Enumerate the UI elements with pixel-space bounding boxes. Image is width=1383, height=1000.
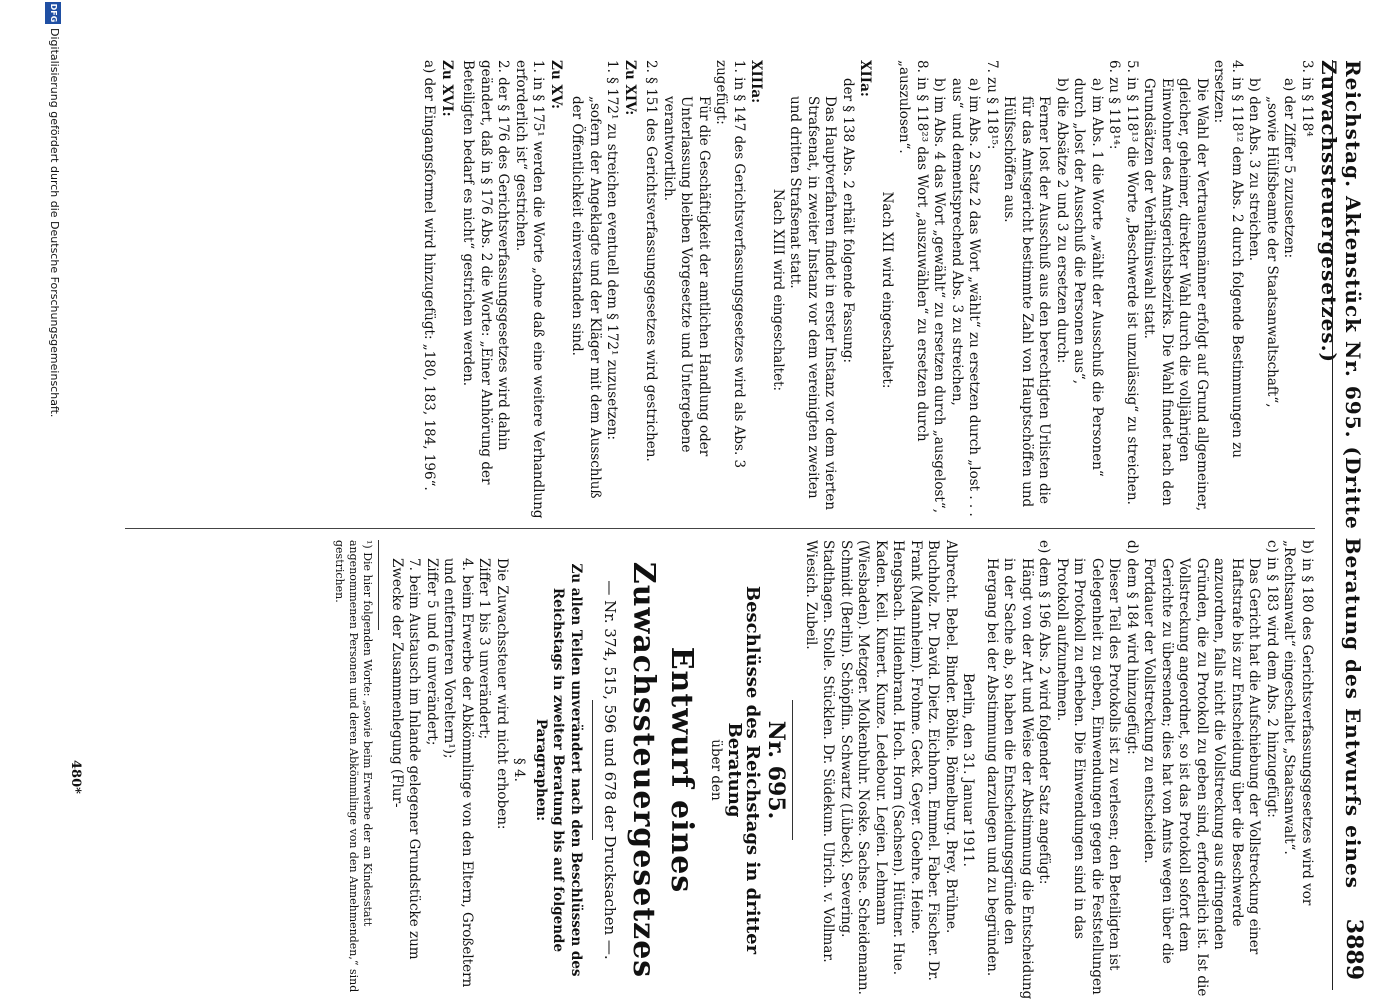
- item: a) im Abs. 1 die Worte „wählt der Ausschuß die Personen“ durch „lost der Ausschuß die Personen aus“,: [1071, 78, 1105, 477]
- bottom-page-number: 480*: [68, 760, 83, 794]
- item: Hängt von der Art und Weise der Abstimmung die Entscheidung in der Sache ab, so haben die Entscheidungsgründe den Hergang bei der Abstimmung darzulegen und zu begründen.: [984, 558, 1035, 1000]
- item: 6. zu § 118¹⁴:: [1106, 60, 1123, 150]
- item: a) im Abs. 2 Satz 2 das Wort „wählt“ zu ersetzen durch „lost . . . aus“ und dementsprechend Abs. 3 zu streichen,: [949, 78, 983, 517]
- item: „sofern der Angeklagte und der Kläger mit dem Ausschluß der Öffentlichkeit einverstanden sind.: [569, 96, 603, 499]
- footnote-rule: [379, 540, 380, 630]
- item: 2. der § 176 des Gerichtsverfassungsgesetzes wird dahin geändert, daß in § 176 Abs. 2 die Worte: „Einer Anhörung der Beteiligten bedarf es nicht“ gestrichen werden.: [460, 60, 512, 485]
- column-divider: [125, 528, 1315, 529]
- separator-rule: [793, 700, 794, 840]
- digitization-credit: [41, 0, 63, 1000]
- item: 4. in § 118¹² dem Abs. 2 durch folgende Bestimmungen zu ersetzen:: [1211, 60, 1245, 458]
- item: Die Wahl der Vertrauensmänner erfolgt auf Grund allgemeiner, gleicher, geheimer, direkter Wahl durch die volljährigen Einwohner des Amtsgerichtsbezirks. Die Wahl findet nach den Grundsätzen der Verhältniswahl statt.: [1141, 78, 1210, 512]
- item: 7. beim Austausch im Inlande gelegener Grundstücke zum Zwecke der Zusammenlegung (Flur-: [389, 558, 423, 960]
- section-heading: Zu XVI:: [439, 60, 455, 117]
- item: Ferner lost der Ausschuß aus den berechtigten Urlisten die für das Amtsgericht bestimmte Zahl von Hauptschöffen und Hülfsschöffen aus.: [1001, 96, 1053, 508]
- item: b) im Abs. 4 das Wort „gewählt“ zu ersetzen durch „ausgelost“,: [931, 78, 948, 514]
- paragraph-number: § 4.: [511, 758, 528, 782]
- subheading: Zu allen Teilen unverändert nach den Beschlüssen des Reichstags in zweiter Beratung bis auf folgende Paragraphen:: [533, 563, 584, 977]
- item: 5. in § 118¹³ die Worte „Beschwerde ist unzulässig“ zu streichen.: [1124, 60, 1140, 505]
- document-number: Nr. 695.: [763, 720, 790, 820]
- page-header: [1317, 60, 1383, 990]
- page-number: 3889: [1341, 918, 1367, 980]
- item: Dieser Teil des Protokolls ist zu verlesen; den Beteiligten ist Gelegenheit zu geben, Einwendungen gegen die Feststellungen im Protokoll zu erheben. Die Einwendungen sind in das Protokoll aufzunehmen.: [1054, 558, 1123, 995]
- heading-resolutions: Beschlüsse des Reichstags in dritter Beratung: [724, 585, 763, 955]
- item: Ziffer 1 bis 3 unverändert;: [476, 558, 493, 740]
- section-heading: Zu XIV:: [622, 60, 638, 116]
- dfg-logo-icon: DFG: [45, 2, 61, 24]
- section-heading: Zu XV:: [548, 60, 564, 109]
- header-title: Reichstag. Aktenstück Nr. 695. (Dritte Beratung des Entwurfs eines Zuwachssteuergesetzes.): [1317, 60, 1365, 889]
- item: 1. in § 175¹ werden die Worte „ohne daß eine weitere Verhandlung erforderlich ist“ gestrichen.: [513, 60, 547, 519]
- heading-bill-title: Entwurf eines Zuwachssteuergesetzes: [626, 561, 700, 979]
- item: b) in § 180 des Gerichtsverfassungsgesetzes wird vor „Rechtsanwalt“ eingeschaltet „Staatsanwalt“.: [1281, 540, 1315, 906]
- item: b) die Absätze 2 und 3 zu ersetzen durch:: [1054, 78, 1070, 364]
- header-rule: [1332, 60, 1333, 990]
- item: Für die Geschäftigkeit der amtlichen Handlung oder Unterlassung bleiben Vorgesetzte und Untergebene verantwortlich.: [661, 96, 712, 457]
- item: Das Hauptverfahren findet in erster Instanz vor dem vierten Strafsenat, in zweiter Instanz vor dem vereinigten zweiten und dritten Strafsenat statt.: [787, 96, 839, 511]
- item: „sowie Hülfsbeamte der Staatsanwaltschaft“,: [1264, 96, 1280, 408]
- item: der § 138 Abs. 2 erhält folgende Fassung:: [840, 78, 856, 364]
- item: 2. § 151 des Gerichtsverfassungsgesetzes wird gestrichen.: [643, 60, 660, 462]
- section-heading: XIIIa:: [748, 60, 765, 104]
- left-column: [420, 60, 1315, 520]
- item: b) den Abs. 3 zu streichen.: [1246, 78, 1263, 262]
- credit-text: Digitalisierung gefördert durch die Deutsche Forschungsgemeinschaft.: [48, 28, 61, 418]
- item: c) in § 183 wird dem Abs. 2 hinzugefügt:: [1264, 540, 1280, 818]
- item: 4. beim Erwerbe der Abkömmlinge von den Eltern, Großeltern und entfernteren Voreltern¹);: [441, 558, 475, 988]
- item: 7. zu § 118¹⁵:: [984, 60, 1000, 150]
- heading-drucksachen: — Nr. 374, 515, 596 und 678 der Drucksachen —.: [601, 580, 620, 960]
- item: 1. in § 147 des Gerichtsverfassungsgesetzes wird als Abs. 3 zugefügt:: [713, 60, 747, 469]
- item: Nach XII wird eingeschaltet:: [879, 191, 895, 389]
- right-column: [333, 540, 1316, 1000]
- footnote: ¹) Die hier folgenden Worte: „sowie beim Erwerbe der an Kindesstatt angenommenen Personen und deren Abkömmlinge von den Annehmenden,“ sind gestrichen.: [333, 540, 375, 993]
- separator-rule: [592, 700, 593, 840]
- item: a) der Eingangsformel wird hinzugefügt: „180, 183, 184, 196“.: [421, 60, 438, 491]
- heading-connector: über den: [708, 739, 724, 801]
- item: Die Zuwachssteuer wird nicht erhoben:: [494, 558, 510, 830]
- item: d) dem § 184 wird hinzugefügt:: [1124, 540, 1140, 755]
- item: e) dem § 196 Abs. 2 wird folgender Satz angefügt:: [1036, 540, 1053, 885]
- item: Das Gericht hat die Aufschiebung der Vollstreckung einer Haftstrafe bis zur Entscheidung über die Beschwerde anzuordnen, falls nicht die Vollstreckung aus dringenden Gründen, die zu Protokoll zu geben sind, erforderlich ist. Ist die Vollstreckung angeordnet, so ist das Protokoll sofort dem Gerichte zu übersenden; dies hat von Amts wegen über die Fortdauer der Vollstreckung zu entscheiden.: [1141, 558, 1263, 997]
- item: 3. in § 118⁴: [1299, 60, 1315, 137]
- signatories: Albrecht. Bebel. Binder. Böhle. Bömelburg. Brey. Brühne. Buchholz. Dr. David. Dietz. Eichhorn. Emmel. Faber. Fischer. Dr. Frank (Mannheim). Frohme. Geck. Geyer. Goehre. Heine. Hengsbach. Hildenbrand. Hoch. Horn (Sachsen). Hüttner. Hue. Kaden. Keil. Kunert. Kunze. Ledebour. Legien. Lehmann (Wiesbaden). Metzger. Molkenbuhr. Noske. Sachse. Scheidemann. Schmidt (Berlin). Schöpflin. Schwartz (Lübeck). Severing. Stadthagen. Stolle. Stücklen. Dr. Südekum. Ulrich. v. Vollmar. Wiesich. Zubeil.: [803, 540, 959, 995]
- item: 1. § 172¹ zu streichen eventuell dem § 172¹ zuzusetzen:: [604, 60, 621, 440]
- item: 8. in § 118²³ das Wort „auszuwählen“ zu ersetzen durch „auszulosen“.: [896, 60, 930, 442]
- item: Ziffer 5 und 6 unverändert;: [424, 558, 440, 746]
- item: a) der Ziffer 5 zuzusetzen:: [1281, 78, 1298, 259]
- item: Nach XIII wird eingeschaltet:: [770, 188, 786, 392]
- date-line: Berlin, den 31. Januar 1911.: [960, 673, 977, 867]
- section-heading: XIIa:: [857, 60, 874, 97]
